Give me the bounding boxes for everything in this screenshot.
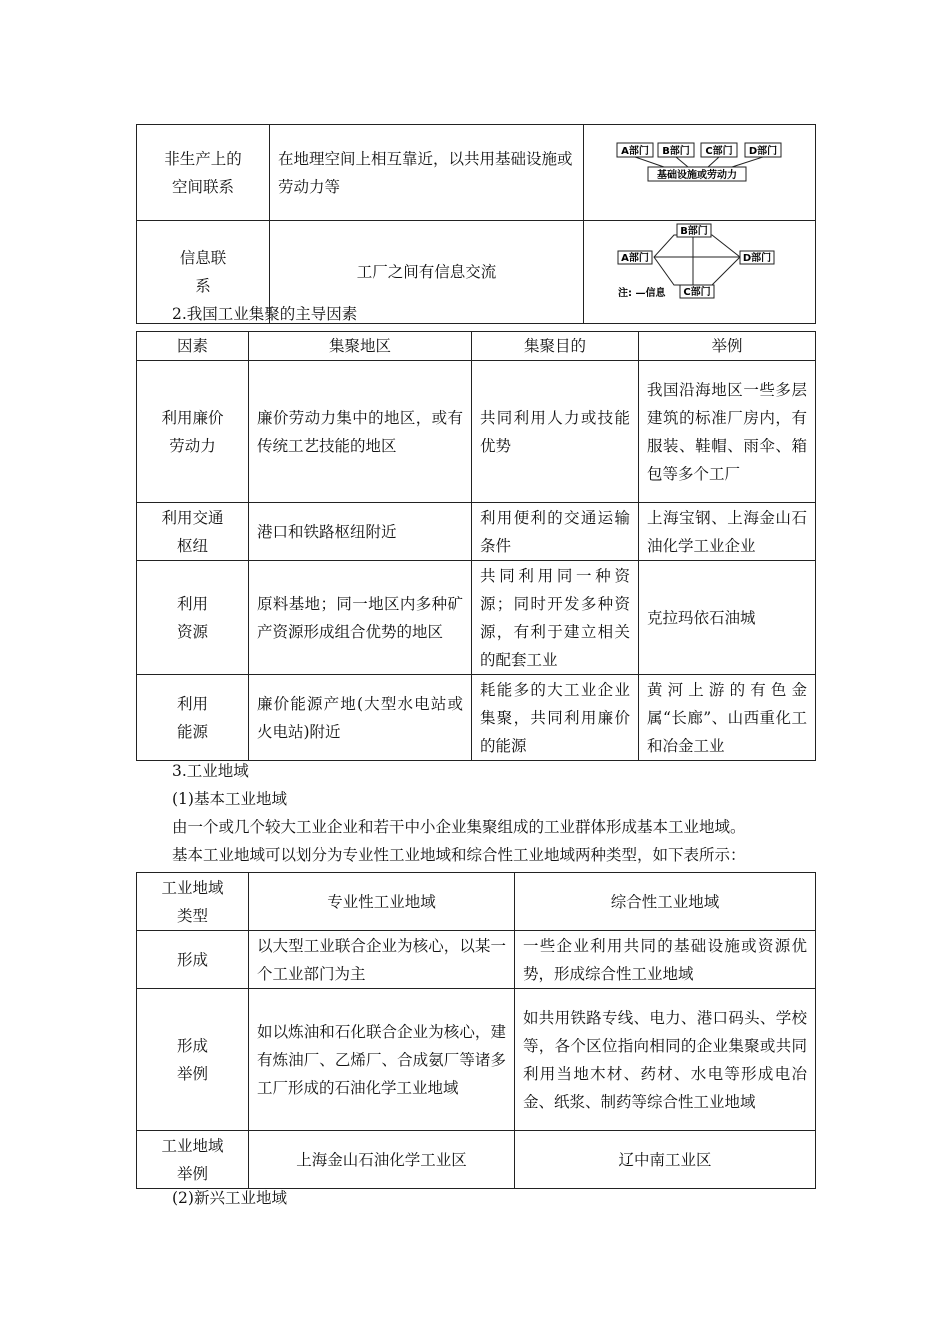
paragraph-basic-region-types: 基本工业地域可以划分为专业性工业地域和综合性工业地域两种类型，如下表所示： [172, 846, 746, 864]
linkage-desc-cell: 在地理空间上相互靠近，以共用基础设施或劳动力等 [270, 125, 584, 221]
diagram-node-a: A部门 [621, 253, 649, 264]
specialized-cell: 以大型工业联合企业为核心，以某一个工业部门为主 [249, 931, 515, 989]
row-label-cell: 形成 [137, 931, 249, 989]
factor-cell: 利用资源 [137, 561, 249, 675]
linkage-type-cell: 非生产上的空间联系 [137, 125, 270, 221]
table-row [137, 125, 816, 221]
header-purpose: 集聚目的 [472, 332, 639, 361]
purpose-cell: 共同利用同一种资源；同时开发多种资源，有利于建立相关的配套工业 [472, 561, 639, 675]
diagram-node-b: B部门 [680, 226, 708, 237]
header-factor: 因素 [137, 332, 249, 361]
factor-cell: 利用能源 [137, 675, 249, 761]
header-comprehensive: 综合性工业地域 [515, 873, 816, 931]
subheading-emerging-region: (2)新兴工业地域 [172, 1189, 287, 1207]
paragraph-basic-region-definition: 由一个或几个较大工业企业和若干中小企业集聚组成的工业群体形成基本工业地域。 [172, 818, 746, 836]
specialized-cell: 上海金山石油化学工业区 [249, 1131, 515, 1189]
comprehensive-cell: 如共用铁路专线、电力、港口码头、学校等，各个区位指向相同的企业集聚或共同利用当地木材、药材、水电等形成电冶金、纸浆、制药等综合性工业地域 [515, 989, 816, 1131]
section-heading-3: 3.工业地域 [172, 762, 249, 780]
table-row [137, 989, 816, 1131]
industrial-region-types-table [136, 872, 816, 1189]
purpose-cell: 共同利用人力或技能优势 [472, 361, 639, 503]
factor-cell: 利用交通枢纽 [137, 503, 249, 561]
table-row [137, 1131, 816, 1189]
diagram-svg [584, 125, 816, 211]
information-linkage-diagram [584, 221, 816, 324]
diagram-box-a: A部门 [621, 146, 649, 157]
table-row [137, 503, 816, 561]
example-cell: 克拉玛依石油城 [639, 561, 816, 675]
subheading-basic-region: (1)基本工业地域 [172, 790, 287, 808]
row-label-cell: 形成举例 [137, 989, 249, 1131]
region-cell: 廉价劳动力集中的地区，或有传统工艺技能的地区 [249, 361, 472, 503]
table-header-row [137, 332, 816, 361]
header-region: 集聚地区 [249, 332, 472, 361]
comprehensive-cell: 一些企业利用共同的基础设施或资源优势，形成综合性工业地域 [515, 931, 816, 989]
table-row [137, 361, 816, 503]
table-header-row [137, 873, 816, 931]
diagram-svg [584, 221, 816, 314]
header-region-type: 工业地域类型 [137, 873, 249, 931]
linkage-type-cell: 信息联系 [137, 221, 270, 324]
specialized-cell: 如以炼油和石化联合企业为核心，建有炼油厂、乙烯厂、合成氨厂等诸多工厂形成的石油化学工业地域 [249, 989, 515, 1131]
shared-infrastructure-diagram [584, 125, 816, 221]
section-heading-2: 2.我国工业集聚的主导因素 [172, 305, 358, 323]
row-label-cell: 工业地域举例 [137, 1131, 249, 1189]
example-cell: 上海宝钢、上海金山石油化学工业企业 [639, 503, 816, 561]
purpose-cell: 利用便利的交通运输条件 [472, 503, 639, 561]
diagram-note: 注: —信息 [618, 288, 666, 299]
region-cell: 原料基地；同一地区内多种矿产资源形成组合优势的地区 [249, 561, 472, 675]
table-row [137, 931, 816, 989]
linkage-desc-cell: 工厂之间有信息交流 [270, 221, 584, 324]
table-row [137, 675, 816, 761]
region-cell: 廉价能源产地(大型水电站或火电站)附近 [249, 675, 472, 761]
diagram-base-box: 基础设施或劳动力 [657, 170, 737, 181]
table-row [137, 561, 816, 675]
diagram-node-d: D部门 [742, 253, 772, 264]
diagram-box-b: B部门 [662, 146, 690, 157]
comprehensive-cell: 辽中南工业区 [515, 1131, 816, 1189]
header-specialized: 专业性工业地域 [249, 873, 515, 931]
diagram-box-c: C部门 [705, 146, 733, 157]
linkage-table [136, 124, 816, 324]
example-cell: 黄河上游的有色金属“长廊”、山西重化工和冶金工业 [639, 675, 816, 761]
region-cell: 港口和铁路枢纽附近 [249, 503, 472, 561]
purpose-cell: 耗能多的大工业企业集聚，共同利用廉价的能源 [472, 675, 639, 761]
header-example: 举例 [639, 332, 816, 361]
industry-cluster-factors-table [136, 331, 816, 761]
example-cell: 我国沿海地区一些多层建筑的标准厂房内，有服装、鞋帽、雨伞、箱包等多个工厂 [639, 361, 816, 503]
diagram-box-d: D部门 [748, 146, 778, 157]
factor-cell: 利用廉价劳动力 [137, 361, 249, 503]
diagram-node-c: C部门 [683, 287, 711, 298]
